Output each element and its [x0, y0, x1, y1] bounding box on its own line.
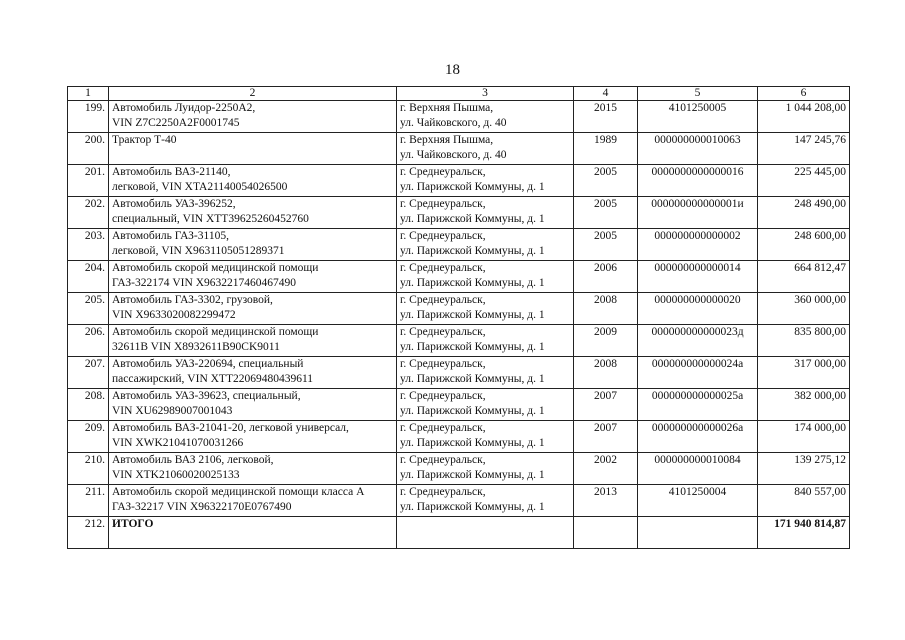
- address-line: ул. Парижской Коммуны, д. 1: [400, 181, 545, 193]
- column-header: 2: [109, 87, 397, 101]
- asset-cost: 139 275,12: [758, 453, 850, 485]
- asset-name-line: Автомобиль УАЗ-220694, специальный: [112, 358, 304, 370]
- column-header: 4: [574, 87, 638, 101]
- asset-name: [109, 197, 397, 229]
- address-line: г. Среднеуральск,: [400, 422, 486, 434]
- asset-year: 2008: [574, 357, 638, 389]
- asset-name-line: Автомобиль ВАЗ-21140,: [112, 166, 231, 178]
- inventory-number: 000000000010063: [638, 133, 758, 165]
- table-row: [68, 389, 850, 421]
- row-number: 202.: [68, 197, 109, 229]
- row-number: 201.: [68, 165, 109, 197]
- total-empty-cell: [397, 517, 574, 549]
- asset-name-line: ГАЗ-322174 VIN X9632217460467490: [112, 277, 296, 289]
- inventory-number: 000000000000002: [638, 229, 758, 261]
- address-line: ул. Чайковского, д. 40: [400, 117, 507, 129]
- column-header: 5: [638, 87, 758, 101]
- address-line: г. Среднеуральск,: [400, 486, 486, 498]
- total-number: 212.: [68, 517, 109, 549]
- asset-year: 2008: [574, 293, 638, 325]
- address-line: ул. Парижской Коммуны, д. 1: [400, 373, 545, 385]
- address-line: г. Среднеуральск,: [400, 358, 486, 370]
- asset-name-line: VIN XTK21060020025133: [112, 469, 240, 481]
- address-line: ул. Парижской Коммуны, д. 1: [400, 213, 545, 225]
- address-line: г. Среднеуральск,: [400, 198, 486, 210]
- row-number: 208.: [68, 389, 109, 421]
- address-line: г. Среднеуральск,: [400, 454, 486, 466]
- asset-cost: 664 812,47: [758, 261, 850, 293]
- asset-name: [109, 485, 397, 517]
- asset-cost: 248 490,00: [758, 197, 850, 229]
- inventory-table: [67, 86, 850, 549]
- asset-address: [397, 453, 574, 485]
- asset-year: 2006: [574, 261, 638, 293]
- inventory-number: 000000000000024а: [638, 357, 758, 389]
- table-row: [68, 325, 850, 357]
- table-row: [68, 133, 850, 165]
- asset-name: [109, 229, 397, 261]
- asset-cost: 248 600,00: [758, 229, 850, 261]
- address-line: г. Среднеуральск,: [400, 262, 486, 274]
- address-line: ул. Парижской Коммуны, д. 1: [400, 341, 545, 353]
- row-number: 200.: [68, 133, 109, 165]
- asset-name: [109, 165, 397, 197]
- asset-name-line: легковой, VIN X9631105051289371: [112, 245, 285, 257]
- asset-address: [397, 485, 574, 517]
- asset-year: 2002: [574, 453, 638, 485]
- column-header: 6: [758, 87, 850, 101]
- asset-year: 2005: [574, 229, 638, 261]
- row-number: 209.: [68, 421, 109, 453]
- inventory-number: 000000000010084: [638, 453, 758, 485]
- asset-name-line: VIN XU62989007001043: [112, 405, 233, 417]
- asset-name: [109, 325, 397, 357]
- address-line: ул. Парижской Коммуны, д. 1: [400, 277, 545, 289]
- inventory-number: 000000000000001и: [638, 197, 758, 229]
- table-row: [68, 293, 850, 325]
- asset-year: 2007: [574, 421, 638, 453]
- asset-name: [109, 293, 397, 325]
- asset-year: 2005: [574, 165, 638, 197]
- asset-name: [109, 261, 397, 293]
- asset-address: [397, 165, 574, 197]
- column-header: 3: [397, 87, 574, 101]
- column-header: 1: [68, 87, 109, 101]
- page-number: 18: [445, 62, 460, 78]
- asset-name: [109, 133, 397, 165]
- asset-address: [397, 293, 574, 325]
- address-line: ул. Чайковского, д. 40: [400, 149, 507, 161]
- asset-name: [109, 421, 397, 453]
- asset-address: [397, 101, 574, 133]
- asset-name-line: Автомобиль ГАЗ-31105,: [112, 230, 229, 242]
- asset-address: [397, 133, 574, 165]
- inventory-number: 000000000000026а: [638, 421, 758, 453]
- asset-name-line: Автомобиль УАЗ-39623, специальный,: [112, 390, 301, 402]
- asset-name-line: 32611B VIN X8932611B90CK9011: [112, 341, 280, 353]
- row-number: 203.: [68, 229, 109, 261]
- asset-name-line: Автомобиль скорой медицинской помощи класса А: [112, 486, 365, 498]
- table-row: [68, 485, 850, 517]
- asset-name: [109, 357, 397, 389]
- asset-name-line: Автомобиль Луидор-2250А2,: [112, 102, 256, 114]
- address-line: ул. Парижской Коммуны, д. 1: [400, 469, 545, 481]
- inventory-number: 000000000000025а: [638, 389, 758, 421]
- address-line: г. Среднеуральск,: [400, 294, 486, 306]
- row-number: 199.: [68, 101, 109, 133]
- asset-address: [397, 261, 574, 293]
- asset-address: [397, 421, 574, 453]
- total-label: ИТОГО: [109, 517, 397, 549]
- asset-name-line: легковой, VIN XTA21140054026500: [112, 181, 288, 193]
- inventory-number: 000000000000020: [638, 293, 758, 325]
- asset-name-line: Автомобиль ВАЗ 2106, легковой,: [112, 454, 274, 466]
- asset-year: 2013: [574, 485, 638, 517]
- asset-cost: 835 800,00: [758, 325, 850, 357]
- asset-cost: 1 044 208,00: [758, 101, 850, 133]
- row-number: 205.: [68, 293, 109, 325]
- asset-year: 2009: [574, 325, 638, 357]
- asset-name-line: специальный, VIN XTT39625260452760: [112, 213, 309, 225]
- inventory-number: 000000000000014: [638, 261, 758, 293]
- asset-name-line: ГАЗ-32217 VIN X96322170E0767490: [112, 501, 292, 513]
- asset-name: [109, 101, 397, 133]
- asset-name-line: Автомобиль ВАЗ-21041-20, легковой универсал,: [112, 422, 349, 434]
- address-line: ул. Парижской Коммуны, д. 1: [400, 309, 545, 321]
- asset-name-line: VIN Z7C2250A2F0001745: [112, 117, 240, 129]
- table-row: [68, 197, 850, 229]
- asset-cost: 382 000,00: [758, 389, 850, 421]
- asset-address: [397, 325, 574, 357]
- address-line: г. Верхняя Пышма,: [400, 134, 494, 146]
- asset-address: [397, 229, 574, 261]
- inventory-number: 000000000000023д: [638, 325, 758, 357]
- total-empty-cell: [574, 517, 638, 549]
- asset-cost: 317 000,00: [758, 357, 850, 389]
- total-row: [68, 517, 850, 549]
- address-line: г. Среднеуральск,: [400, 166, 486, 178]
- inventory-number: 4101250005: [638, 101, 758, 133]
- asset-cost: 360 000,00: [758, 293, 850, 325]
- asset-name: [109, 453, 397, 485]
- asset-name: [109, 389, 397, 421]
- asset-year: 2005: [574, 197, 638, 229]
- asset-cost: 840 557,00: [758, 485, 850, 517]
- asset-address: [397, 389, 574, 421]
- asset-year: 2007: [574, 389, 638, 421]
- asset-cost: 174 000,00: [758, 421, 850, 453]
- asset-name-line: Автомобиль ГАЗ-3302, грузовой,: [112, 294, 273, 306]
- address-line: ул. Парижской Коммуны, д. 1: [400, 437, 545, 449]
- asset-name-line: Автомобиль УАЗ-396252,: [112, 198, 236, 210]
- inventory-number: 0000000000000016: [638, 165, 758, 197]
- address-line: г. Среднеуральск,: [400, 230, 486, 242]
- row-number: 206.: [68, 325, 109, 357]
- table-row: [68, 261, 850, 293]
- asset-name-line: VIN XWK21041070031266: [112, 437, 244, 449]
- address-line: ул. Парижской Коммуны, д. 1: [400, 501, 545, 513]
- table-row: [68, 357, 850, 389]
- asset-cost: 225 445,00: [758, 165, 850, 197]
- row-number: 204.: [68, 261, 109, 293]
- asset-name-line: пассажирский, VIN XTT22069480439611: [112, 373, 314, 385]
- address-line: г. Среднеуральск,: [400, 326, 486, 338]
- table-row: [68, 421, 850, 453]
- asset-name-line: VIN X9633020082299472: [112, 309, 236, 321]
- header-row: [68, 87, 850, 101]
- asset-cost: 147 245,76: [758, 133, 850, 165]
- total-cost: 171 940 814,87: [758, 517, 850, 549]
- asset-name-line: Трактор Т-40: [112, 134, 177, 146]
- asset-year: 1989: [574, 133, 638, 165]
- row-number: 211.: [68, 485, 109, 517]
- row-number: 210.: [68, 453, 109, 485]
- table-row: [68, 101, 850, 133]
- address-line: ул. Парижской Коммуны, д. 1: [400, 245, 545, 257]
- asset-name-line: Автомобиль скорой медицинской помощи: [112, 262, 319, 274]
- address-line: ул. Парижской Коммуны, д. 1: [400, 405, 545, 417]
- address-line: г. Среднеуральск,: [400, 390, 486, 402]
- asset-year: 2015: [574, 101, 638, 133]
- asset-address: [397, 197, 574, 229]
- inventory-number: 4101250004: [638, 485, 758, 517]
- total-empty-cell: [638, 517, 758, 549]
- row-number: 207.: [68, 357, 109, 389]
- table-row: [68, 229, 850, 261]
- table-row: [68, 453, 850, 485]
- asset-address: [397, 357, 574, 389]
- address-line: г. Верхняя Пышма,: [400, 102, 494, 114]
- table-row: [68, 165, 850, 197]
- asset-name-line: Автомобиль скорой медицинской помощи: [112, 326, 319, 338]
